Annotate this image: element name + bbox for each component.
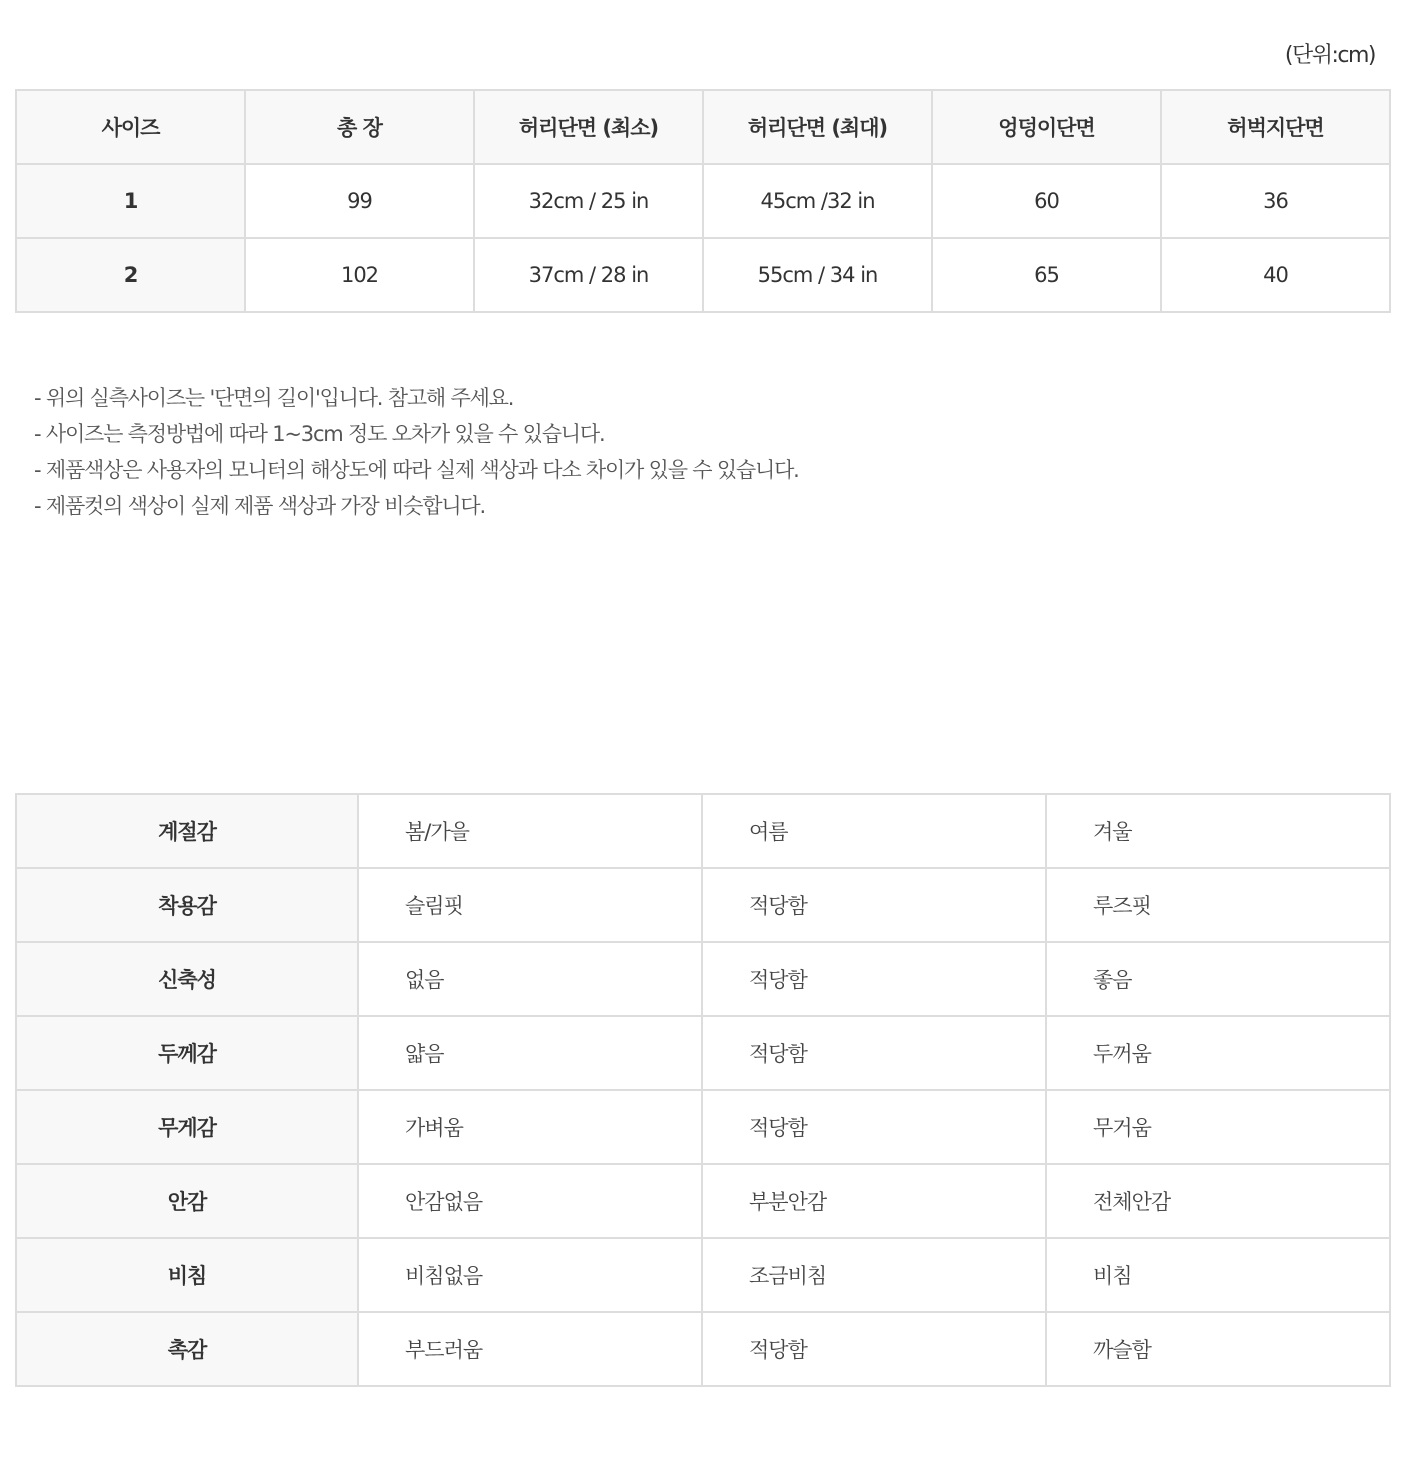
feel-option: 적당함 [702,868,1046,942]
header-hip: 엉덩이단면 [932,90,1161,164]
feel-option: 조금비침 [702,1238,1046,1312]
header-size: 사이즈 [16,90,245,164]
feel-option: 적당함 [702,942,1046,1016]
feel-category: 계절감 [16,794,358,868]
header-total-length: 총 장 [245,90,474,164]
notes-list [34,380,799,524]
note-item: - 제품컷의 색상이 실제 제품 색상과 가장 비슷합니다. [34,494,485,518]
feel-category: 비침 [16,1238,358,1312]
table-row [16,794,1390,868]
feel-category: 착용감 [16,868,358,942]
feel-option: 두꺼움 [1046,1016,1390,1090]
feel-option: 봄/가을 [358,794,702,868]
feel-option: 여름 [702,794,1046,868]
feel-option: 좋음 [1046,942,1390,1016]
total-length-value: 99 [245,164,474,238]
waist-max-value: 55cm / 34 in [703,238,932,312]
table-row [16,1238,1390,1312]
feel-option: 까슬함 [1046,1312,1390,1386]
size-table [15,89,1391,313]
table-row [16,164,1390,238]
table-row [16,942,1390,1016]
feel-option: 부드러움 [358,1312,702,1386]
thigh-value: 36 [1161,164,1390,238]
table-row [16,1312,1390,1386]
waist-max-value: 45cm /32 in [703,164,932,238]
unit-note: (단위:cm) [1284,43,1375,68]
feel-option: 없음 [358,942,702,1016]
thigh-value: 40 [1161,238,1390,312]
feel-category: 무게감 [16,1090,358,1164]
feel-category: 신축성 [16,942,358,1016]
feel-option: 전체안감 [1046,1164,1390,1238]
size-table-header-row [16,90,1390,164]
header-waist-min: 허리단면 (최소) [474,90,703,164]
feel-option: 가벼움 [358,1090,702,1164]
hip-value: 65 [932,238,1161,312]
table-row [16,1016,1390,1090]
note-item: - 사이즈는 측정방법에 따라 1~3cm 정도 오차가 있을 수 있습니다. [34,422,605,446]
feel-option: 적당함 [702,1090,1046,1164]
feel-option: 적당함 [702,1016,1046,1090]
size-label: 1 [16,164,245,238]
feel-option: 슬림핏 [358,868,702,942]
feel-option: 무거움 [1046,1090,1390,1164]
table-row [16,1090,1390,1164]
feel-category: 두께감 [16,1016,358,1090]
table-row [16,238,1390,312]
feel-table [15,793,1391,1387]
header-thigh: 허벅지단면 [1161,90,1390,164]
feel-option: 겨울 [1046,794,1390,868]
feel-option: 적당함 [702,1312,1046,1386]
waist-min-value: 32cm / 25 in [474,164,703,238]
feel-option: 부분안감 [702,1164,1046,1238]
feel-option: 비침 [1046,1238,1390,1312]
feel-category: 촉감 [16,1312,358,1386]
feel-option: 얇음 [358,1016,702,1090]
note-item: - 위의 실측사이즈는 '단면의 길이'입니다. 참고해 주세요. [34,386,514,410]
size-label: 2 [16,238,245,312]
feel-option: 안감없음 [358,1164,702,1238]
total-length-value: 102 [245,238,474,312]
waist-min-value: 37cm / 28 in [474,238,703,312]
feel-option: 루즈핏 [1046,868,1390,942]
header-waist-max: 허리단면 (최대) [703,90,932,164]
feel-category: 안감 [16,1164,358,1238]
note-item: - 제품색상은 사용자의 모니터의 해상도에 따라 실제 색상과 다소 차이가 있을 수 있습니다. [34,458,799,482]
feel-option: 비침없음 [358,1238,702,1312]
table-row [16,1164,1390,1238]
hip-value: 60 [932,164,1161,238]
table-row [16,868,1390,942]
